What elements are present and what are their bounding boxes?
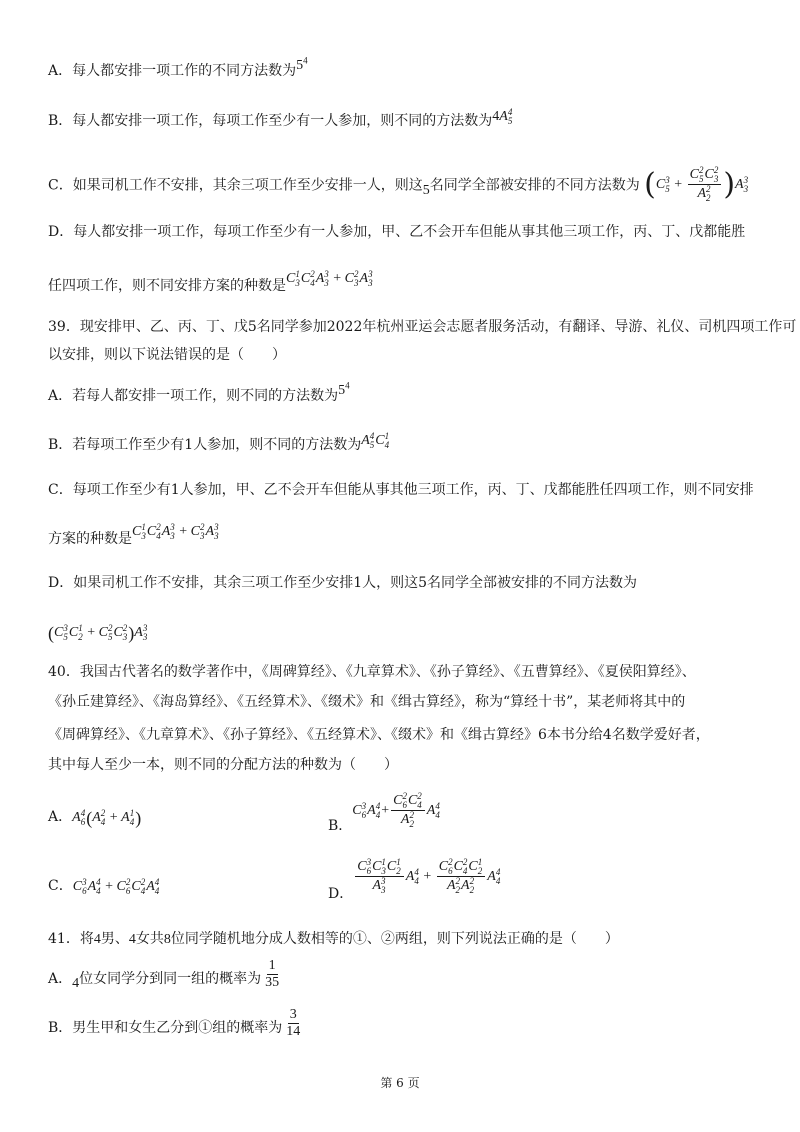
q39-option-d-line1: D．如果司机工作不安排，其余三项工作至少安排1人，则这5名同学全部被安排的不同方法数为: [48, 575, 638, 591]
q40-option-b: B．C 3 6 A 4 4 + C 2 6 C 2 4 A 2 2 A 4 4: [328, 791, 440, 834]
q39-stem-line1: 39．现安排甲、乙、丙、丁、戊5名同学参加2022年杭州亚运会志愿者服务活动，有翻译、导游、礼仪、司机四项工作可: [48, 319, 797, 335]
q39-stem-line2: 以安排，则以下说法错误的是（ ）: [48, 347, 286, 363]
q38-option-c: C．如果司机工作不安排，其余三项工作至少安排一人，则这5名同学全部被安排的不同方法数为 (C 3 5 + C 2 5 C 2 3 A 2 2 )A 3 3: [48, 165, 749, 203]
q41-option-a: A．4位女同学分到同一组的概率为 $\frac{1}{35}$: [48, 958, 280, 991]
q40-option-a: A．A 4 6 (A 2 4 + A 1 4 ): [48, 807, 142, 828]
q39-option-b: B．若每项工作至少有1人参加，则不同的方法数为A 4 5 C 1 4: [48, 430, 390, 453]
q38-option-c-formula: (C 3 5 + C 2 5 C 2 3 A 2 2 )A 3 3: [644, 165, 749, 203]
q39-option-c-line1: C．每项工作至少有1人参加，甲、乙不会开车但能从事其他三项工作，丙、丁、戊都能胜任四项工作，则不同安排: [48, 482, 754, 498]
q40-option-c: C．C 3 6 A 4 4 + C 2 6 C 2 4 A 4 4: [48, 876, 160, 896]
q40-stem-line1: 40．我国古代著名的数学著作中，《周碑算经》、《九章算术》、《孙子算经》、《五曹算经》、《夏侯阳算经》、: [48, 664, 696, 680]
q41-stem: 41．将4男、4女共8位同学随机地分成人数相等的①、②两组，则下列说法正确的是（ ）: [48, 931, 619, 947]
q38-option-b: B．每人都安排一项工作，每项工作至少有一人参加，则不同的方法数为4A 4 5: [48, 106, 513, 129]
q40-stem-line3: 《周碑算经》、《九章算术》、《孙子算经》、《五经算术》、《缀术》和《缉古算经》6本书分给4名数学爱好者，: [48, 727, 710, 743]
q38-option-d-line1: D．每人都安排一项工作，每项工作至少有一人参加，甲、乙不会开车但能从事其他三项工作，丙、丁、戊都能胜: [48, 224, 746, 240]
q41-option-b: B．男生甲和女生乙分到①组的概率为 $\frac{3}{14}$: [48, 1007, 301, 1039]
q39-option-d-formula: (C 3 5 C 1 2 + C 2 5 C 2 3 )A 3 3: [48, 622, 148, 643]
page-footer: 第 6 页: [380, 1076, 420, 1090]
q40-option-d: D． C 3 6 C 1 3 C 1 2 A 3 3 A 4 4 + C 2 6 C 2 4 C 1 2 A 2 2 A 2 2 A 4 4: [328, 857, 501, 902]
q40-stem-line2: 《孙丘建算经》、《海岛算经》、《五经算术》、《缀术》和《缉古算经》，称为“算经十书”，某老师将其中的: [48, 694, 686, 710]
q39-option-c-line2: 方案的种数是C 1 3 C 2 4 A 3 3 + C 2 3 A 3 3: [48, 521, 219, 547]
q40-stem-line4: 其中每人至少一本，则不同的分配方法的种数为（ ）: [48, 757, 398, 773]
q38-option-d-line2: 任四项工作，则不同安排方案的种数是C 1 3 C 2 4 A 3 3 + C 2 3 A 3 3: [48, 268, 373, 294]
q39-option-a: A．若每人都安排一项工作，则不同的方法数为$5^4$: [48, 380, 350, 404]
q38-option-a: A．每人都安排一项工作的不同方法数为$5^4$: [48, 55, 308, 79]
